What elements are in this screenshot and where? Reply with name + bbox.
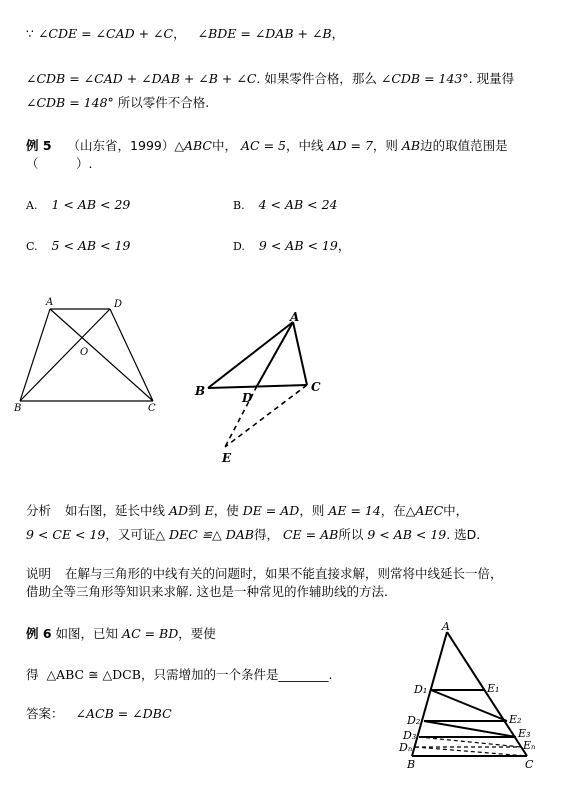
option-expr: 4 < AB < 24: [258, 197, 338, 212]
line-cdb-measured: [26, 94, 209, 112]
label-e: E: [222, 451, 232, 465]
triangle-abc: ABC: [183, 138, 212, 153]
analysis-label: 分析: [26, 503, 52, 518]
note-label: 说明: [26, 566, 52, 581]
label-e2: E₂: [509, 713, 522, 726]
punct: ，: [337, 238, 351, 253]
option-a: [26, 196, 130, 215]
formula-cdb-148: ∠CDB = 148°: [26, 95, 114, 110]
option-letter: A.: [26, 199, 38, 212]
text: . 选D.: [446, 527, 481, 542]
label-d1: D₁: [414, 683, 428, 696]
answer-label: 答案：: [26, 706, 64, 721]
formula-ac: AC = 5: [241, 138, 286, 153]
label-b: B: [407, 758, 416, 770]
formula-ae: AE = 14: [328, 503, 381, 518]
label-a: A: [46, 297, 54, 308]
label-d3: D₃: [403, 729, 417, 742]
formula-cde: ∠CDE = ∠CAD + ∠C: [37, 26, 174, 41]
example-6-answer: [26, 705, 172, 723]
text: 中，: [212, 138, 238, 153]
example-6-label: 例 6: [26, 626, 52, 641]
diagonal-dnc: [415, 747, 527, 756]
option-expr: 9 < AB < 19: [258, 238, 338, 253]
option-letter: B.: [233, 199, 245, 212]
text: . 现量得: [468, 71, 515, 86]
formula-cdb-143: ∠CDB = 143°: [380, 71, 469, 86]
label-a: A: [442, 620, 450, 633]
text: ，中线: [285, 138, 324, 153]
label-c: C: [311, 380, 321, 394]
text: .: [328, 667, 333, 682]
text: ，则: [372, 138, 398, 153]
text: 在解与三角形的中线有关的问题时，如果不能直接求解，则常将中线延长一倍，: [65, 566, 503, 581]
label-c: C: [525, 758, 534, 770]
text: 如图，已知: [55, 626, 119, 641]
option-b: [233, 196, 338, 215]
text: ，则: [299, 503, 325, 518]
diagonal-d3en: [419, 737, 521, 747]
option-expr: 1 < AB < 29: [51, 197, 131, 212]
answer-formula: ∠ACB = ∠DBC: [75, 706, 172, 721]
note-line-1: [26, 565, 503, 583]
edge-ac: [293, 322, 307, 385]
text: ，在△: [380, 503, 416, 518]
label-o: O: [80, 347, 89, 358]
point-e: E: [204, 503, 214, 518]
punct: ，: [331, 26, 345, 41]
figure-parallel-segments: [395, 620, 555, 770]
option-letter: C.: [26, 240, 38, 253]
label-b: B: [195, 384, 206, 398]
figure-trapezoid-diagonals: [10, 295, 170, 415]
note-line-2: 借助全等三角形等知识来求解. 这也是一种常见的作辅助线的方法.: [26, 584, 388, 599]
line-cdb-sum: [26, 70, 514, 88]
text: 边的取值范围是: [420, 138, 508, 153]
formula-ce-ab: CE = AB: [282, 527, 339, 542]
formula-bde: ∠BDE = ∠DAB + ∠B: [197, 26, 332, 41]
text: 中，: [443, 503, 469, 518]
label-c: C: [148, 403, 156, 414]
example-6-condition: [26, 666, 332, 684]
option-c: [26, 237, 130, 256]
text: ，只需增加的一个条件是: [140, 667, 279, 682]
example-5-question: [26, 137, 508, 155]
text: ，要使: [178, 626, 216, 641]
formula-ad: AD = 7: [327, 138, 373, 153]
formula-congruent: △ABC ≅ △DCB: [46, 667, 141, 682]
side-ab: AB: [401, 138, 421, 153]
label-d2: D₂: [407, 714, 421, 727]
label-e3: E₃: [518, 727, 531, 740]
option-d: [233, 237, 350, 256]
text: ，使: [213, 503, 239, 518]
line-angle-sums: [26, 25, 344, 43]
example-6-question: [26, 625, 216, 643]
label-d: D: [114, 299, 123, 310]
edge-ab: [20, 309, 50, 401]
formula-de: DE = AD: [242, 503, 300, 518]
option-expr: 5 < AB < 19: [51, 238, 131, 253]
text: . 如果零件合格，那么: [256, 71, 377, 86]
text: 如右图，延长中线: [65, 503, 166, 518]
analysis-line-2: [26, 526, 480, 544]
text: 得，: [253, 527, 279, 542]
text: 得: [26, 667, 39, 682]
label-e1: E₁: [487, 682, 500, 695]
label-dn: Dₙ: [399, 741, 413, 754]
label-b: B: [14, 403, 22, 414]
text: 所以零件不合格.: [117, 95, 210, 110]
label-d: D: [242, 391, 253, 405]
formula-cdb-sum: ∠CDB = ∠CAD + ∠DAB + ∠B + ∠C: [26, 71, 257, 86]
label-en: Eₙ: [523, 739, 536, 752]
because-symbol: ∵: [26, 26, 34, 41]
punct: ，: [173, 26, 186, 41]
formula-ce-range: 9 < CE < 19: [26, 527, 106, 542]
answer-blank: ________: [278, 667, 329, 682]
segment-ad: AD: [169, 503, 189, 518]
text: 所以: [338, 527, 364, 542]
example-5-blank: （ ）.: [26, 156, 93, 171]
diagonal-d2e3: [424, 721, 516, 737]
formula-congruent: DEC ≌△ DAB: [169, 527, 254, 542]
option-letter: D.: [233, 240, 245, 253]
edge-ab: [208, 322, 293, 388]
segment-ce: [225, 385, 307, 447]
text: ，又可证△: [105, 527, 166, 542]
edge-dc: [110, 309, 153, 401]
source: （山东省，1999）△: [67, 138, 184, 153]
formula-ab-range: 9 < AB < 19: [367, 527, 447, 542]
text: 到: [188, 503, 201, 518]
median-ad: [257, 322, 293, 386]
example-5-label: 例 5: [26, 138, 52, 153]
label-a: A: [290, 310, 300, 324]
figure-extended-median: [190, 305, 330, 470]
triangle-aec: AEC: [415, 503, 444, 518]
analysis-line-1: [26, 502, 468, 520]
formula-ac-bd: AC = BD: [122, 626, 179, 641]
